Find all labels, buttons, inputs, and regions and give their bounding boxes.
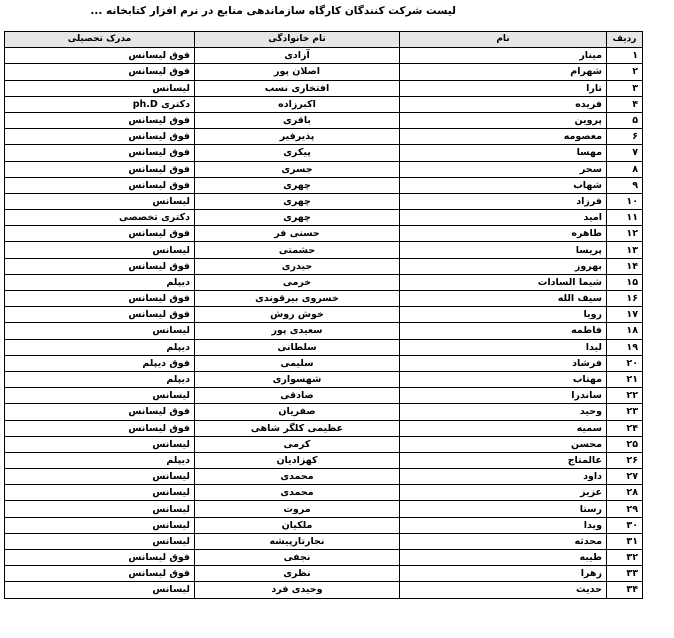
last-name-cell: محمدی: [195, 485, 400, 501]
first-name-cell: محسن: [400, 436, 607, 452]
table-row: [5, 371, 643, 387]
table-row: [5, 436, 643, 452]
last-name-cell: چهری: [195, 210, 400, 226]
row-number: ۲۷: [607, 469, 643, 485]
row-number: ۱۵: [607, 274, 643, 290]
degree-cell: لیسانس: [5, 533, 195, 549]
row-number: ۲۱: [607, 371, 643, 387]
first-name-cell: طیبه: [400, 550, 607, 566]
row-number: ۱۷: [607, 307, 643, 323]
last-name-cell: سلطانی: [195, 339, 400, 355]
table-row: [5, 307, 643, 323]
last-name-cell: خسروی بیرقوندی: [195, 291, 400, 307]
last-name-cell: نجفی: [195, 550, 400, 566]
first-name-cell: وحید: [400, 404, 607, 420]
degree-cell: دکتری ph.D: [5, 96, 195, 112]
first-name-cell: فرشاد: [400, 355, 607, 371]
row-number: ۲۸: [607, 485, 643, 501]
row-number: ۹: [607, 177, 643, 193]
table-row: [5, 129, 643, 145]
last-name-cell: اکبرزاده: [195, 96, 400, 112]
degree-cell: فوق لیسانس: [5, 177, 195, 193]
table-row: [5, 404, 643, 420]
table-row: [5, 582, 643, 598]
table-row: [5, 469, 643, 485]
table-row: [5, 177, 643, 193]
first-name-cell: مهسا: [400, 145, 607, 161]
last-name-cell: کرمی: [195, 436, 400, 452]
row-number: ۲۵: [607, 436, 643, 452]
first-name-cell: فاطمه: [400, 323, 607, 339]
degree-cell: دیپلم: [5, 371, 195, 387]
last-name-cell: پذیرفیر: [195, 129, 400, 145]
first-name-cell: طاهره: [400, 226, 607, 242]
row-number: ۲۹: [607, 501, 643, 517]
degree-cell: لیسانس: [5, 388, 195, 404]
table-row: [5, 210, 643, 226]
last-name-cell: وحیدی فرد: [195, 582, 400, 598]
first-name-cell: شهاب: [400, 177, 607, 193]
last-name-cell: افتخاری نسب: [195, 80, 400, 96]
first-name-cell: سمیه: [400, 420, 607, 436]
table-row: [5, 80, 643, 96]
last-name-cell: جسری: [195, 161, 400, 177]
first-name-cell: لیدا: [400, 339, 607, 355]
degree-cell: فوق لیسانس: [5, 291, 195, 307]
table-row: [5, 193, 643, 209]
last-name-cell: سلیمی: [195, 355, 400, 371]
last-name-cell: اصلان پور: [195, 64, 400, 80]
row-number: ۱۲: [607, 226, 643, 242]
table-header-row: [5, 32, 643, 48]
first-name-cell: مهتاب: [400, 371, 607, 387]
last-name-cell: شهسواری: [195, 371, 400, 387]
first-name-cell: مینار: [400, 48, 607, 64]
first-name-cell: بهروز: [400, 258, 607, 274]
degree-cell: دیپلم: [5, 274, 195, 290]
first-name-cell: تارا: [400, 80, 607, 96]
table-row: [5, 533, 643, 549]
table-row: [5, 112, 643, 128]
degree-cell: لیسانس: [5, 80, 195, 96]
degree-cell: لیسانس: [5, 436, 195, 452]
degree-cell: فوق لیسانس: [5, 404, 195, 420]
table-row: [5, 420, 643, 436]
row-number: ۱۸: [607, 323, 643, 339]
last-name-cell: خوش روش: [195, 307, 400, 323]
table-row: [5, 485, 643, 501]
last-name-cell: نظری: [195, 566, 400, 582]
degree-cell: دکتری تخصصی: [5, 210, 195, 226]
row-number: ۲۰: [607, 355, 643, 371]
last-name-cell: چهری: [195, 193, 400, 209]
degree-cell: فوق لیسانس: [5, 307, 195, 323]
participants-table: [4, 31, 643, 599]
degree-cell: لیسانس: [5, 242, 195, 258]
last-name-cell: چهری: [195, 177, 400, 193]
degree-cell: فوق دیپلم: [5, 355, 195, 371]
first-name-cell: عزیز: [400, 485, 607, 501]
degree-cell: لیسانس: [5, 193, 195, 209]
row-number: ۳۰: [607, 517, 643, 533]
header-row-number: ردیف: [607, 32, 643, 48]
row-number: ۸: [607, 161, 643, 177]
row-number: ۲۳: [607, 404, 643, 420]
first-name-cell: فریده: [400, 96, 607, 112]
row-number: ۲: [607, 64, 643, 80]
row-number: ۳: [607, 80, 643, 96]
table-row: [5, 64, 643, 80]
first-name-cell: فرزاد: [400, 193, 607, 209]
last-name-cell: باقری: [195, 112, 400, 128]
table-row: [5, 452, 643, 468]
first-name-cell: داود: [400, 469, 607, 485]
header-degree: مدرک تحصیلی: [5, 32, 195, 48]
last-name-cell: عظیمی کلگر شاهی: [195, 420, 400, 436]
first-name-cell: امید: [400, 210, 607, 226]
row-number: ۴: [607, 96, 643, 112]
degree-cell: فوق لیسانس: [5, 161, 195, 177]
degree-cell: فوق لیسانس: [5, 258, 195, 274]
degree-cell: فوق لیسانس: [5, 129, 195, 145]
first-name-cell: عالمتاج: [400, 452, 607, 468]
last-name-cell: نجارتارپیشه: [195, 533, 400, 549]
degree-cell: لیسانس: [5, 485, 195, 501]
last-name-cell: مروت: [195, 501, 400, 517]
last-name-cell: محمدی: [195, 469, 400, 485]
row-number: ۵: [607, 112, 643, 128]
row-number: ۳۴: [607, 582, 643, 598]
row-number: ۳۳: [607, 566, 643, 582]
degree-cell: لیسانس: [5, 501, 195, 517]
last-name-cell: سعیدی پور: [195, 323, 400, 339]
first-name-cell: شیما السادات: [400, 274, 607, 290]
row-number: ۲۶: [607, 452, 643, 468]
last-name-cell: ملکیان: [195, 517, 400, 533]
table-row: [5, 145, 643, 161]
table-row: [5, 258, 643, 274]
table-row: [5, 355, 643, 371]
first-name-cell: ساندرا: [400, 388, 607, 404]
degree-cell: لیسانس: [5, 582, 195, 598]
table-row: [5, 274, 643, 290]
degree-cell: فوق لیسانس: [5, 112, 195, 128]
degree-cell: فوق لیسانس: [5, 420, 195, 436]
last-name-cell: صادقی: [195, 388, 400, 404]
table-row: [5, 161, 643, 177]
table-row: [5, 501, 643, 517]
degree-cell: لیسانس: [5, 469, 195, 485]
first-name-cell: حدیث: [400, 582, 607, 598]
row-number: ۳۱: [607, 533, 643, 549]
first-name-cell: پریسا: [400, 242, 607, 258]
table-row: [5, 388, 643, 404]
first-name-cell: ویدا: [400, 517, 607, 533]
first-name-cell: سیف الله: [400, 291, 607, 307]
row-number: ۱۹: [607, 339, 643, 355]
degree-cell: لیسانس: [5, 517, 195, 533]
degree-cell: فوق لیسانس: [5, 226, 195, 242]
table-row: [5, 517, 643, 533]
first-name-cell: پروین: [400, 112, 607, 128]
table-row: [5, 226, 643, 242]
row-number: ۱۱: [607, 210, 643, 226]
table-row: [5, 323, 643, 339]
row-number: ۱۰: [607, 193, 643, 209]
last-name-cell: آزادی: [195, 48, 400, 64]
document-title: لیست شرکت کنندگان کارگاه سازماندهی منابع در نرم افزار کتابخانه ...: [90, 5, 456, 17]
row-number: ۱: [607, 48, 643, 64]
degree-cell: فوق لیسانس: [5, 550, 195, 566]
row-number: ۲۲: [607, 388, 643, 404]
degree-cell: دیپلم: [5, 452, 195, 468]
first-name-cell: سحر: [400, 161, 607, 177]
table-row: [5, 48, 643, 64]
table-row: [5, 566, 643, 582]
row-number: ۱۴: [607, 258, 643, 274]
first-name-cell: محدثه: [400, 533, 607, 549]
first-name-cell: زهرا: [400, 566, 607, 582]
row-number: ۶: [607, 129, 643, 145]
last-name-cell: حشمتی: [195, 242, 400, 258]
table-row: [5, 291, 643, 307]
row-number: ۱۶: [607, 291, 643, 307]
table-row: [5, 242, 643, 258]
last-name-cell: حیدری: [195, 258, 400, 274]
table-row: [5, 96, 643, 112]
table-row: [5, 339, 643, 355]
row-number: ۳۲: [607, 550, 643, 566]
last-name-cell: صفریان: [195, 404, 400, 420]
last-name-cell: خرمی: [195, 274, 400, 290]
first-name-cell: معصومه: [400, 129, 607, 145]
row-number: ۷: [607, 145, 643, 161]
row-number: ۲۴: [607, 420, 643, 436]
last-name-cell: کهزادیان: [195, 452, 400, 468]
last-name-cell: حسنی فر: [195, 226, 400, 242]
header-first-name: نام: [400, 32, 607, 48]
degree-cell: فوق لیسانس: [5, 64, 195, 80]
header-last-name: نام خانوادگی: [195, 32, 400, 48]
degree-cell: لیسانس: [5, 323, 195, 339]
first-name-cell: رستا: [400, 501, 607, 517]
first-name-cell: رویا: [400, 307, 607, 323]
degree-cell: فوق لیسانس: [5, 566, 195, 582]
degree-cell: فوق لیسانس: [5, 48, 195, 64]
table-row: [5, 550, 643, 566]
row-number: ۱۳: [607, 242, 643, 258]
first-name-cell: شهرام: [400, 64, 607, 80]
degree-cell: فوق لیسانس: [5, 145, 195, 161]
last-name-cell: پیکری: [195, 145, 400, 161]
degree-cell: دیپلم: [5, 339, 195, 355]
